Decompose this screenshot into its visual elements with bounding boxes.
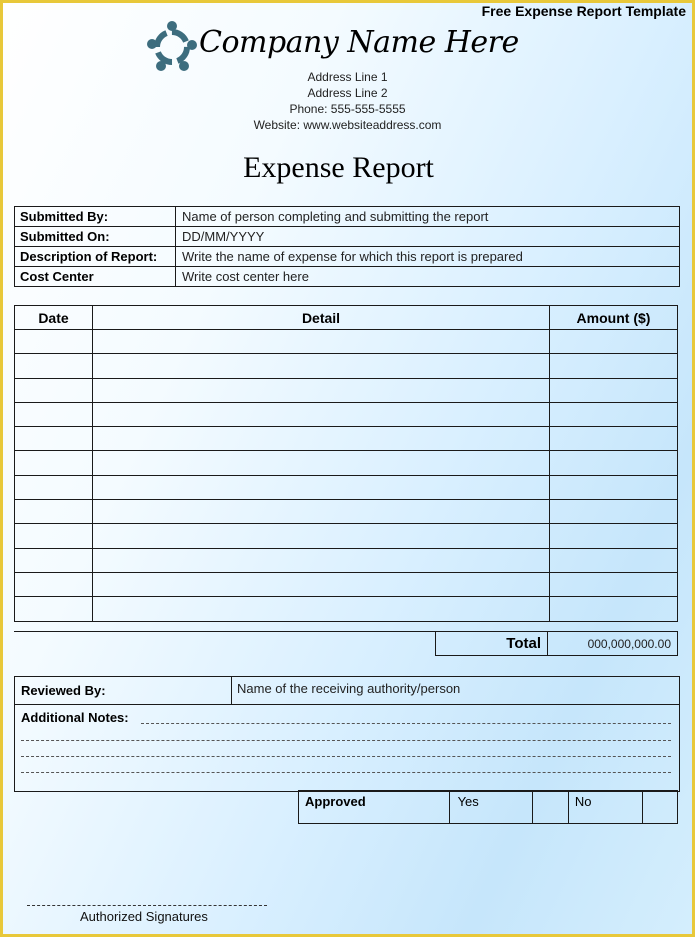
amount-cell[interactable] [550, 402, 678, 426]
no-label: No [568, 791, 642, 824]
date-cell[interactable] [15, 597, 93, 621]
detail-cell[interactable] [93, 548, 550, 572]
approval-row [299, 791, 678, 824]
table-row [15, 427, 678, 451]
report-title: Expense Report [243, 151, 434, 184]
submitted-by-field[interactable]: Name of person completing and submitting the report [176, 207, 680, 227]
amount-cell[interactable] [550, 354, 678, 378]
table-row [15, 330, 678, 354]
review-divider-vertical [231, 677, 232, 704]
items-header-row [15, 306, 678, 330]
table-row [15, 597, 678, 621]
submitted-on-field[interactable]: DD/MM/YYYY [176, 227, 680, 247]
date-cell[interactable] [15, 354, 93, 378]
address-line-1: Address Line 1 [307, 70, 388, 84]
amount-cell[interactable] [550, 597, 678, 621]
table-row [15, 572, 678, 596]
company-phone: Phone: 555-555-5555 [289, 102, 406, 116]
items-body [15, 330, 678, 622]
address-line-2: Address Line 2 [307, 86, 388, 100]
info-row-submitted-on [15, 227, 680, 247]
submitted-on-label: Submitted On: [15, 227, 176, 247]
amount-cell[interactable] [550, 500, 678, 524]
table-row [15, 524, 678, 548]
expense-report-page [3, 3, 692, 934]
review-divider-horizontal [15, 704, 679, 705]
table-row [15, 402, 678, 426]
expense-items-table [14, 305, 678, 622]
date-cell[interactable] [15, 548, 93, 572]
detail-cell[interactable] [93, 500, 550, 524]
date-column-header: Date [15, 306, 93, 330]
detail-cell[interactable] [93, 402, 550, 426]
table-row [15, 378, 678, 402]
people-circle-logo-icon [145, 20, 199, 74]
table-row [15, 354, 678, 378]
signature-label: Authorized Signatures [80, 909, 208, 924]
table-row [15, 548, 678, 572]
table-row [15, 475, 678, 499]
detail-cell[interactable] [93, 524, 550, 548]
date-cell[interactable] [15, 451, 93, 475]
detail-cell[interactable] [93, 427, 550, 451]
total-value[interactable]: 000,000,000.00 [548, 632, 678, 656]
date-cell[interactable] [15, 402, 93, 426]
report-info-table [14, 206, 680, 287]
review-section [14, 676, 680, 792]
detail-cell[interactable] [93, 475, 550, 499]
amount-cell[interactable] [550, 451, 678, 475]
date-cell[interactable] [15, 330, 93, 354]
notes-line-2[interactable] [21, 740, 671, 741]
notes-line-4[interactable] [21, 772, 671, 773]
company-website: Website: www.websiteaddress.com [253, 118, 442, 132]
date-cell[interactable] [15, 378, 93, 402]
notes-line-3[interactable] [21, 756, 671, 757]
yes-label: Yes [449, 791, 533, 824]
date-cell[interactable] [15, 427, 93, 451]
amount-cell[interactable] [550, 572, 678, 596]
notes-line-1[interactable] [141, 723, 671, 724]
detail-cell[interactable] [93, 378, 550, 402]
amount-cell[interactable] [550, 475, 678, 499]
table-row [15, 451, 678, 475]
date-cell[interactable] [15, 524, 93, 548]
amount-cell[interactable] [550, 524, 678, 548]
total-table [435, 631, 678, 656]
reviewed-by-field[interactable]: Name of the receiving authority/person [237, 681, 461, 696]
amount-column-header: Amount ($) [550, 306, 678, 330]
total-label: Total [436, 632, 548, 656]
submitted-by-label: Submitted By: [15, 207, 176, 227]
amount-cell[interactable] [550, 378, 678, 402]
detail-cell[interactable] [93, 597, 550, 621]
amount-cell[interactable] [550, 330, 678, 354]
approved-label: Approved [299, 791, 450, 824]
total-row [436, 632, 678, 656]
date-cell[interactable] [15, 500, 93, 524]
cost-center-field[interactable]: Write cost center here [176, 267, 680, 287]
info-row-cost-center [15, 267, 680, 287]
detail-cell[interactable] [93, 354, 550, 378]
reviewed-by-label: Reviewed By: [21, 683, 106, 698]
cost-center-label: Cost Center [15, 267, 176, 287]
signature-line[interactable] [27, 905, 267, 906]
company-name: Company Name Here [199, 25, 519, 60]
amount-cell[interactable] [550, 548, 678, 572]
info-row-description [15, 247, 680, 267]
detail-cell[interactable] [93, 572, 550, 596]
yes-checkbox[interactable] [533, 791, 568, 824]
date-cell[interactable] [15, 475, 93, 499]
additional-notes-label: Additional Notes: [21, 710, 129, 725]
description-label: Description of Report: [15, 247, 176, 267]
detail-cell[interactable] [93, 451, 550, 475]
template-title: Free Expense Report Template [481, 3, 686, 19]
detail-column-header: Detail [93, 306, 550, 330]
no-checkbox[interactable] [642, 791, 677, 824]
info-row-submitted-by [15, 207, 680, 227]
description-field[interactable]: Write the name of expense for which this report is prepared [176, 247, 680, 267]
table-row [15, 500, 678, 524]
approval-table [298, 790, 678, 824]
date-cell[interactable] [15, 572, 93, 596]
amount-cell[interactable] [550, 427, 678, 451]
detail-cell[interactable] [93, 330, 550, 354]
